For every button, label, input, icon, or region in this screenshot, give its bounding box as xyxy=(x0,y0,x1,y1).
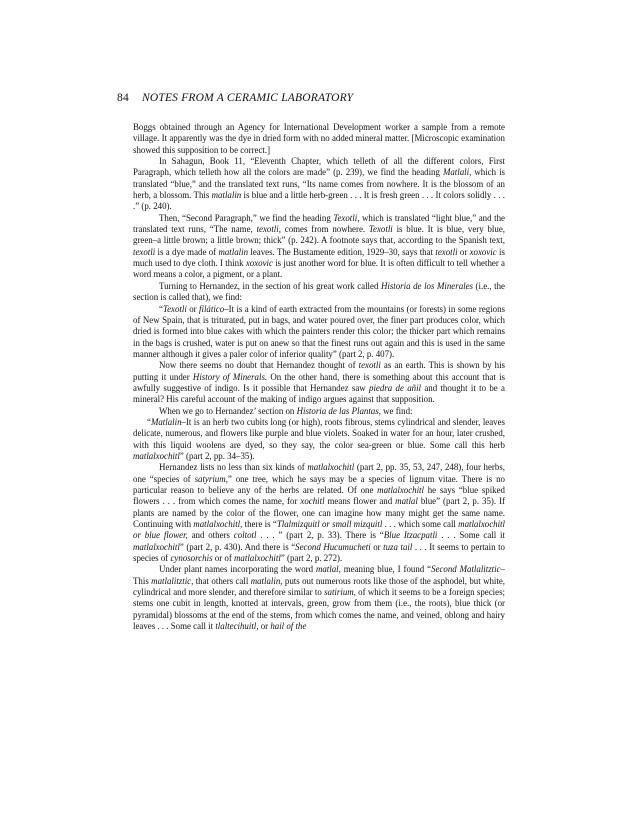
italic-text: xoxovic xyxy=(245,258,273,269)
italic-text: matlalxochitl or blue flower, xyxy=(133,519,505,541)
paragraph xyxy=(133,406,505,417)
text-run: “ xyxy=(159,303,163,314)
running-title: NOTES FROM A CERAMIC LABORATORY xyxy=(141,92,354,104)
text-run: ” (part 2, p. 430). And there is “ xyxy=(179,541,296,552)
text-run: is blue and a little herb-green . . . It is fresh green . . . It colors solidly . . . .” (p. 240). xyxy=(133,190,505,212)
italic-text: matlalin, xyxy=(250,575,283,586)
paragraph xyxy=(133,156,505,213)
italic-text: matlalxochitl xyxy=(234,553,281,564)
text-run: In Sahagun, Book 11, “Eleventh Chapter, which telleth of all the different colors, First Paragraph, which telleth how all the colors are made” (p. 239), we find the heading xyxy=(133,156,505,178)
text-run: and thought it to be a mineral? His careful account of the making of indigo argues against that supposition. xyxy=(133,382,505,405)
italic-text: Matlali, xyxy=(442,167,472,178)
text-run: “ xyxy=(147,416,151,427)
text-run: –It is an herb two cubits long (or high), roots fibrous, stems cylindrical and slender, leaves delicate, numerous, and flowers like purple and blue violets. Soaked in water for an hour, later crushed, with this liquid woolens are dyed, so they say, the color sea-green or blue. Some call this herb xyxy=(133,416,505,450)
text-run: we find: xyxy=(380,405,413,416)
italic-text: matlal xyxy=(395,496,418,507)
text-run: is just another word for blue. It is often difficult to tell whether a word means a color, a pigment, or a plant. xyxy=(133,258,505,280)
text-run: as an earth. This is shown by his putting it under xyxy=(133,360,506,382)
text-run: and others xyxy=(187,530,234,541)
italic-text: xoxovic xyxy=(469,246,497,257)
text-run: which is translated “light blue,” and the translated text runs, “The name, xyxy=(133,212,505,235)
running-head xyxy=(117,92,353,104)
text-run: or xyxy=(457,246,470,257)
paragraph xyxy=(133,213,505,281)
text-run: or xyxy=(186,303,200,314)
italic-text: Texotli xyxy=(162,303,187,314)
page-number: 84 xyxy=(117,92,129,104)
italic-text: tuza tail xyxy=(383,541,413,552)
text-run: (part 2, pp. 35, 53, 247, 248), four herbs, one “species of xyxy=(133,462,505,484)
italic-text: hail of the xyxy=(270,621,307,632)
text-run: . . . ” (part 2, p. 33). There is “ xyxy=(256,530,384,541)
text-run: he says “blue spiked flowers . . . from which comes the name, for xyxy=(133,485,505,507)
body-text xyxy=(133,122,505,632)
text-run: (i.e., the section is called that), we find: xyxy=(133,280,505,303)
text-run: Turning to Hernandez, in the section of his great work called xyxy=(159,280,381,291)
text-run: leaves. The Bustamente edition, 1929–30, says that xyxy=(248,246,436,257)
text-run: means flower and xyxy=(324,496,396,507)
text-run: –It is a kind of earth extracted from the mountains (or forests) in some regions of New Spain, that is triturated, put in bags, and water poured over, the finer part produces color, which dried is formed into blue cakes with which the painters render this color; the thicker part which remains in the bags is crushed, water is put on anew so that the finest runs out again and this is used in the same manner although it gives a paler color of inferior quality” (part 2, p. 407). xyxy=(133,303,505,359)
italic-text: Historia de los Minerales xyxy=(380,280,473,291)
italic-text: texotli, xyxy=(256,224,281,235)
text-run: puts out numerous roots like those of the asphodel, but white, cylindrical and more slender, and therefore similar to xyxy=(133,575,505,598)
italic-text: satirium, xyxy=(324,587,356,598)
text-run: . . . which some call xyxy=(382,519,459,530)
italic-text: History of Minerals. xyxy=(192,371,268,382)
italic-text: Second Hucumucheti xyxy=(295,541,371,552)
text-run: Then, “Second Paragraph,” we find the heading xyxy=(159,212,334,223)
text-run: or xyxy=(258,621,271,632)
text-run: Hernandez lists no less than six kinds of xyxy=(159,462,308,473)
text-run: On the other hand, there is something about this account that is awfully suggestive of indigo. Is it possible that Hernandez saw xyxy=(133,371,505,393)
text-run: Now there seems no doubt that Hernandez thought of xyxy=(159,360,359,371)
italic-text: matlalxochitl xyxy=(377,485,424,495)
text-run: is blue. It is blue, very blue, green–a little brown; a little brown; thick” (p. 242). A footnote says that, according to the Spanish text, xyxy=(133,224,505,246)
italic-text: Texotli xyxy=(368,224,393,235)
text-run: . . . Some call it xyxy=(437,530,505,541)
text-run: is a dye made of xyxy=(155,246,219,257)
text-run: of which it seems to be a foreign species; stems one cubit in length, knotted at intervals, green, grow from them (i.e., the roots), blue thick (or pyramidal) blossoms at the end of the stems, from which comes the name, and veined, oblong and hairy leaves . . . Some call it xyxy=(133,587,505,632)
text-run: which is translated “blue,” and the translated text runs, “Its name comes from nowhere. It is the blossom of an herb, a blossom. This xyxy=(133,167,506,201)
italic-text: matlalin xyxy=(211,190,242,201)
paragraph xyxy=(133,417,505,462)
italic-text: texotli xyxy=(435,246,458,257)
italic-text: texotli xyxy=(358,360,381,371)
italic-text: tlaltecihuitl, xyxy=(215,621,259,632)
text-run: When we go to Hernandez’ section on xyxy=(159,405,297,416)
italic-text: Tlalmizquitl or small mizquitl xyxy=(276,519,383,530)
text-run: ” (part 2, p. 272). xyxy=(280,553,343,564)
italic-text: cynosorchis xyxy=(170,553,213,564)
italic-text: matlalxochitl, xyxy=(193,519,243,530)
text-run: blue” (part 2, p. 35). If plants are named by the color of the flower, one can imagine how many might get the same name. Continuing with xyxy=(133,496,506,530)
italic-text: Blue Itzacpatli xyxy=(383,530,438,541)
text-run: –This xyxy=(133,564,505,586)
italic-text: Texotli, xyxy=(333,212,360,223)
text-run: or xyxy=(370,541,384,552)
italic-text: piedra de añil xyxy=(369,382,422,393)
italic-text: satyrium, xyxy=(194,473,228,484)
text-run: comes from nowhere. xyxy=(280,224,369,235)
text-run: meaning blue, I found “ xyxy=(340,564,432,575)
text-run: Boggs obtained through an Agency for International Development worker a sample from a remote village. It apparently was the dye in dried form with no added mineral matter. [Microscopic examination showed this supposition to be correct.] xyxy=(133,122,505,155)
text-run: there is “ xyxy=(242,519,277,530)
paragraph xyxy=(133,304,505,361)
italic-text: matlalitztic, xyxy=(151,575,194,586)
text-run: is much used to dye cloth. I think xyxy=(133,246,505,269)
italic-text: Second Matlalitztic xyxy=(431,564,501,575)
italic-text: filático xyxy=(199,303,225,314)
italic-text: matlalxochitl xyxy=(133,450,180,461)
italic-text: xochitl xyxy=(300,496,325,507)
italic-text: texotli xyxy=(133,246,156,257)
text-run: . . . It seems to pertain to species of xyxy=(133,541,505,564)
italic-text: coltotl xyxy=(233,530,257,541)
paragraph xyxy=(133,281,505,304)
text-run: or of xyxy=(212,553,234,564)
text-run: Under plant names incorporating the word xyxy=(159,564,316,575)
text-run: that others call xyxy=(193,575,251,586)
italic-text: matlalxochitl xyxy=(133,541,180,552)
paragraph xyxy=(133,122,505,156)
text-run: ” one tree, which he says may be a species of lignum vitae. There is no particular reason to believe any of the herbs are related. Of one xyxy=(133,473,505,495)
text-run: ” (part 2, pp. 34–35). xyxy=(179,450,255,461)
italic-text: matlal, xyxy=(315,564,341,575)
italic-text: Historia de las Plantas, xyxy=(296,405,381,416)
paragraph xyxy=(133,564,505,632)
paragraph xyxy=(133,462,505,564)
italic-text: matlalxochitl xyxy=(307,462,355,473)
paragraph xyxy=(133,360,505,405)
italic-text: Matlalin xyxy=(150,416,182,427)
italic-text: matlalin xyxy=(218,246,249,257)
